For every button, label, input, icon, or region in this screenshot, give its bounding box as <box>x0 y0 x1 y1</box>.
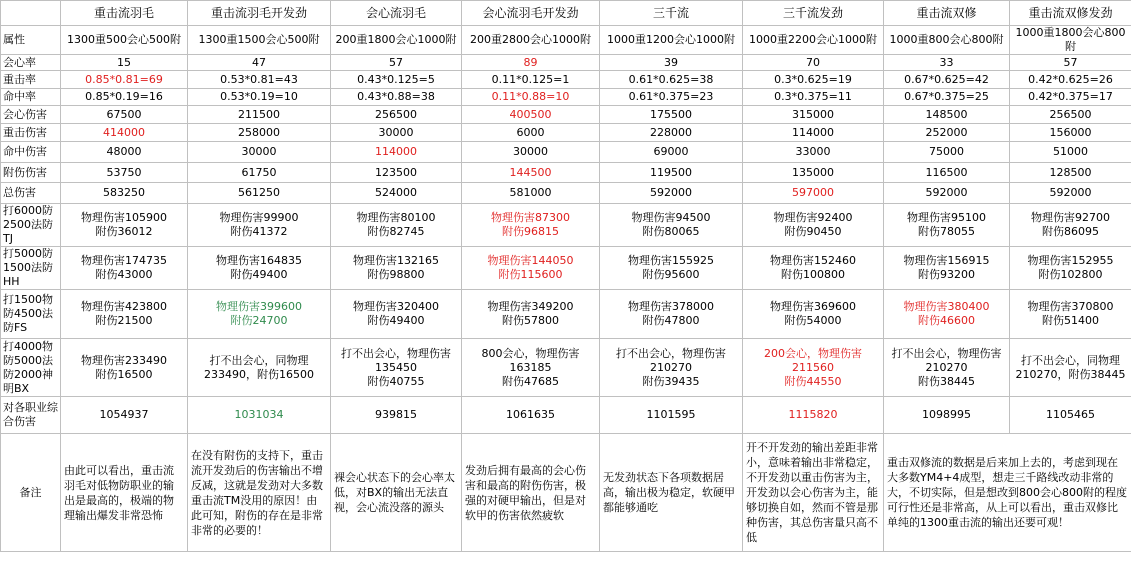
table-cell: 33 <box>884 55 1010 71</box>
row-header: 总伤害 <box>1 183 61 204</box>
column-header: 三千流发劲 <box>743 1 884 26</box>
table-cell: 30000 <box>462 142 600 163</box>
table-cell: 物理伤害399600 附伤24700 <box>188 290 331 339</box>
table-cell: 114000 <box>743 124 884 142</box>
table-cell: 0.43*0.88=38 <box>331 89 462 106</box>
table-cell: 39 <box>600 55 743 71</box>
table-cell: 0.11*0.125=1 <box>462 71 600 89</box>
table-cell: 物理伤害233490 附伤16500 <box>61 339 188 397</box>
table-row <box>1 26 1131 55</box>
row-header: 命中伤害 <box>1 142 61 163</box>
table-cell: 1105465 <box>1010 397 1131 434</box>
table-cell: 物理伤害164835 附伤49400 <box>188 247 331 290</box>
corner-cell <box>1 1 61 26</box>
table-cell: 物理伤害152955 附伤102800 <box>1010 247 1131 290</box>
table-cell: 物理伤害152460 附伤100800 <box>743 247 884 290</box>
table-cell: 211500 <box>188 106 331 124</box>
note-cell: 裸会心状态下的会心率太低，对BX的输出无法直视，会心流没落的源头 <box>331 434 462 552</box>
table-cell: 15 <box>61 55 188 71</box>
note-cell: 在没有附伤的支持下，重击流开发劲后的伤害输出不增反减，这就是发劲对大多数重击流TM没用的原因！由此可知，附伤的存在是非常非常的必要的！ <box>188 434 331 552</box>
table-cell: 打不出会心，同物理233490，附伤16500 <box>188 339 331 397</box>
row-header: 重击率 <box>1 71 61 89</box>
table-cell: 70 <box>743 55 884 71</box>
column-header: 重击流羽毛 <box>61 1 188 26</box>
table-cell: 打不出会心，物理伤害135450 附伤40755 <box>331 339 462 397</box>
table-cell: 物理伤害174735 附伤43000 <box>61 247 188 290</box>
table-cell: 物理伤害105900 附伤36012 <box>61 204 188 247</box>
table-cell: 物理伤害380400 附伤46600 <box>884 290 1010 339</box>
row-header: 附伤伤害 <box>1 163 61 183</box>
table-cell: 0.42*0.375=17 <box>1010 89 1131 106</box>
table-cell: 561250 <box>188 183 331 204</box>
table-row <box>1 89 1131 106</box>
table-cell: 0.53*0.81=43 <box>188 71 331 89</box>
table-cell: 打不出会心，物理伤害210270 附伤38445 <box>884 339 1010 397</box>
table-row <box>1 71 1131 89</box>
table-cell: 0.85*0.19=16 <box>61 89 188 106</box>
table-cell: 物理伤害349200 附伤57800 <box>462 290 600 339</box>
table-cell: 116500 <box>884 163 1010 183</box>
table-cell: 1115820 <box>743 397 884 434</box>
notes-label: 备注 <box>1 434 61 552</box>
row-header: 对各职业综合伤害 <box>1 397 61 434</box>
table-cell: 583250 <box>61 183 188 204</box>
table-cell: 33000 <box>743 142 884 163</box>
column-header: 重击流双修发劲 <box>1010 1 1131 26</box>
column-header: 重击流羽毛开发劲 <box>188 1 331 26</box>
table-cell: 1000重1200会心1000附 <box>600 26 743 55</box>
table-cell: 315000 <box>743 106 884 124</box>
table-row <box>1 163 1131 183</box>
table-cell: 物理伤害95100 附伤78055 <box>884 204 1010 247</box>
table-cell: 939815 <box>331 397 462 434</box>
table-cell: 6000 <box>462 124 600 142</box>
table-cell: 0.11*0.88=10 <box>462 89 600 106</box>
table-cell: 物理伤害423800 附伤21500 <box>61 290 188 339</box>
table-cell: 物理伤害132165 附伤98800 <box>331 247 462 290</box>
column-header: 会心流羽毛开发劲 <box>462 1 600 26</box>
table-cell: 1054937 <box>61 397 188 434</box>
table-cell: 物理伤害155925 附伤95600 <box>600 247 743 290</box>
table-row <box>1 55 1131 71</box>
table-row <box>1 397 1131 434</box>
table-cell: 物理伤害92700 附伤86095 <box>1010 204 1131 247</box>
table-cell: 1098995 <box>884 397 1010 434</box>
table-row <box>1 290 1131 339</box>
table-cell: 119500 <box>600 163 743 183</box>
row-header: 打1500物防4500法防FS <box>1 290 61 339</box>
table-cell: 61750 <box>188 163 331 183</box>
header-row <box>1 1 1131 26</box>
table-cell: 1300重1500会心500附 <box>188 26 331 55</box>
table-cell: 592000 <box>600 183 743 204</box>
table-cell: 258000 <box>188 124 331 142</box>
table-cell: 物理伤害94500 附伤80065 <box>600 204 743 247</box>
table-cell: 200重2800会心1000附 <box>462 26 600 55</box>
column-header: 重击流双修 <box>884 1 1010 26</box>
table-row <box>1 204 1131 247</box>
table-cell: 175500 <box>600 106 743 124</box>
table-cell: 414000 <box>61 124 188 142</box>
row-header: 属性 <box>1 26 61 55</box>
table-cell: 1031034 <box>188 397 331 434</box>
table-cell: 592000 <box>1010 183 1131 204</box>
row-header: 打6000防2500法防TJ <box>1 204 61 247</box>
table-row <box>1 183 1131 204</box>
table-cell: 1000重1800会心800附 <box>1010 26 1131 55</box>
table-cell: 物理伤害144050 附伤115600 <box>462 247 600 290</box>
table-cell: 581000 <box>462 183 600 204</box>
table-cell: 1000重800会心800附 <box>884 26 1010 55</box>
table-cell: 0.67*0.625=42 <box>884 71 1010 89</box>
table-cell: 0.43*0.125=5 <box>331 71 462 89</box>
table-cell: 597000 <box>743 183 884 204</box>
notes-row <box>1 434 1131 552</box>
table-cell: 135000 <box>743 163 884 183</box>
table-cell: 0.3*0.625=19 <box>743 71 884 89</box>
table-cell: 228000 <box>600 124 743 142</box>
table-cell: 1061635 <box>462 397 600 434</box>
table-cell: 156000 <box>1010 124 1131 142</box>
table-cell: 0.53*0.19=10 <box>188 89 331 106</box>
note-cell: 无发劲状态下各项数据居高，输出极为稳定，软硬甲都能够通吃 <box>600 434 743 552</box>
table-cell: 123500 <box>331 163 462 183</box>
table-row <box>1 124 1131 142</box>
column-header: 三千流 <box>600 1 743 26</box>
table-row <box>1 106 1131 124</box>
table-row <box>1 247 1131 290</box>
table-cell: 400500 <box>462 106 600 124</box>
note-cell: 重击双修流的数据是后来加上去的，考虑到现在大多数YM4+4成型，想走三千路线改动非常的大，不切实际，但是想改到800会心800附的程度可行性还是非常高，从上可以看出，重击双修比单纯的1300重击流的输出还要可观！ <box>884 434 1131 552</box>
table-cell: 53750 <box>61 163 188 183</box>
table-cell: 物理伤害80100 附伤82745 <box>331 204 462 247</box>
table-cell: 1000重2200会心1000附 <box>743 26 884 55</box>
table-cell: 1101595 <box>600 397 743 434</box>
table-cell: 0.3*0.375=11 <box>743 89 884 106</box>
table-cell: 148500 <box>884 106 1010 124</box>
table-cell: 200会心，物理伤害211560 附伤44550 <box>743 339 884 397</box>
note-cell: 发劲后拥有最高的会心伤害和最高的附伤伤害，极强的对硬甲输出，但是对软甲的伤害依然疲软 <box>462 434 600 552</box>
table-cell: 256500 <box>1010 106 1131 124</box>
table-cell: 256500 <box>331 106 462 124</box>
table-cell: 114000 <box>331 142 462 163</box>
table-cell: 30000 <box>188 142 331 163</box>
table-cell: 30000 <box>331 124 462 142</box>
table-cell: 物理伤害92400 附伤90450 <box>743 204 884 247</box>
table-cell: 物理伤害320400 附伤49400 <box>331 290 462 339</box>
table-cell: 89 <box>462 55 600 71</box>
table-cell: 200重1800会心1000附 <box>331 26 462 55</box>
table-cell: 252000 <box>884 124 1010 142</box>
table-cell: 物理伤害87300 附伤96815 <box>462 204 600 247</box>
table-cell: 57 <box>331 55 462 71</box>
table-cell: 47 <box>188 55 331 71</box>
column-header: 会心流羽毛 <box>331 1 462 26</box>
table-cell: 打不出会心，物理伤害210270 附伤39435 <box>600 339 743 397</box>
table-cell: 0.67*0.375=25 <box>884 89 1010 106</box>
table-cell: 物理伤害99900 附伤41372 <box>188 204 331 247</box>
table-cell: 物理伤害370800 附伤51400 <box>1010 290 1131 339</box>
table-cell: 128500 <box>1010 163 1131 183</box>
table-cell: 0.61*0.625=38 <box>600 71 743 89</box>
table-cell: 0.61*0.375=23 <box>600 89 743 106</box>
row-header: 打5000防1500法防HH <box>1 247 61 290</box>
note-cell: 由此可以看出，重击流羽毛对低物防职业的输出是最高的，极端的物理输出爆发非常恐怖 <box>61 434 188 552</box>
table-cell: 69000 <box>600 142 743 163</box>
table-cell: 0.42*0.625=26 <box>1010 71 1131 89</box>
row-header: 打4000物防5000法防2000神明BX <box>1 339 61 397</box>
row-header: 会心伤害 <box>1 106 61 124</box>
table-row <box>1 339 1131 397</box>
table-cell: 524000 <box>331 183 462 204</box>
table-cell: 打不出会心，同物理210270，附伤38445 <box>1010 339 1131 397</box>
table-cell: 物理伤害369600 附伤54000 <box>743 290 884 339</box>
table-cell: 67500 <box>61 106 188 124</box>
row-header: 会心率 <box>1 55 61 71</box>
table-cell: 144500 <box>462 163 600 183</box>
note-cell: 开不开发劲的输出差距非常小，意味着输出非常稳定，不开发劲以重击伤害为主，开发劲以会心伤害为主，能够切换自如，然而不管是那种伤害，其总伤害量只高不低 <box>743 434 884 552</box>
table-cell: 48000 <box>61 142 188 163</box>
table-cell: 57 <box>1010 55 1131 71</box>
row-header: 重击伤害 <box>1 124 61 142</box>
table-cell: 0.85*0.81=69 <box>61 71 188 89</box>
table-cell: 物理伤害156915 附伤93200 <box>884 247 1010 290</box>
table-cell: 592000 <box>884 183 1010 204</box>
table-cell: 75000 <box>884 142 1010 163</box>
table-row <box>1 142 1131 163</box>
table-cell: 物理伤害378000 附伤47800 <box>600 290 743 339</box>
table-cell: 800会心，物理伤害163185 附伤47685 <box>462 339 600 397</box>
table-cell: 51000 <box>1010 142 1131 163</box>
table-cell: 1300重500会心500附 <box>61 26 188 55</box>
row-header: 命中率 <box>1 89 61 106</box>
